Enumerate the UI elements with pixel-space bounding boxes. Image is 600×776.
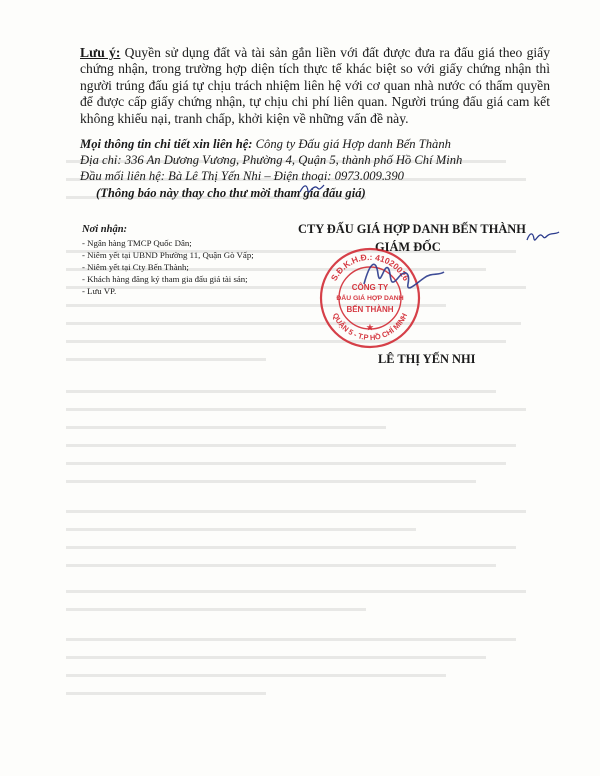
- seal-top-arc: S.Đ.K.H.Đ.: 41020026: [328, 251, 412, 283]
- recipient-item: - Lưu VP.: [82, 286, 117, 296]
- signer-name: LÊ THỊ YẾN NHI: [378, 352, 476, 366]
- notice-text: (Thông báo này thay cho thư mời tham gia đấu giá): [96, 186, 366, 200]
- handwritten-signature: [358, 254, 448, 300]
- seal-line-1: CÔNG TY: [351, 283, 389, 292]
- seal-line-2: ĐẤU GIÁ HỢP DANH: [336, 295, 404, 302]
- initial-mark: [298, 180, 326, 198]
- recipient-item: - Ngân hàng TMCP Quốc Dân;: [82, 238, 192, 248]
- contact-heading-line: [80, 137, 462, 153]
- contact-person: Đầu mối liên hệ: Bà Lê Thị Yến Nhi – Điện thoại: 0973.009.390: [80, 168, 404, 183]
- seal-line-3: BẾN THÀNH: [346, 305, 394, 314]
- svg-text:★: ★: [366, 323, 374, 332]
- signer-position: GIÁM ĐỐC: [375, 240, 441, 254]
- contact-heading: Mọi thông tin chi tiết xin liên hệ:: [80, 137, 253, 151]
- seal-bottom-arc: QUẬN 5 - T.P HỒ CHÍ MINH: [330, 311, 410, 343]
- recipient-item: - Niêm yết tại UBND Phường 11, Quận Gò Vấp;: [82, 250, 254, 260]
- contact-company: Công ty Đấu giá Hợp danh Bến Thành: [252, 137, 451, 151]
- note-text: Quyền sử dụng đất và tài sản gắn liền với đất được đưa ra đấu giá theo giấy chứng nhận, trong trường hợp diện tích thực tế khác biệt so với giấy chứng nhận thì người trúng đấu giá tự chịu trách nhiệm liên hệ với cơ quan nhà nước có thẩm quyền để được cấp giấy chứng nhận, tự chịu chi phí liên quan. Người trúng đấu giá cam kết không khiếu nại, tranh chấp, khởi kiện về những vấn đề này.: [80, 45, 550, 126]
- note-paragraph: [80, 45, 550, 127]
- contact-block: [80, 137, 462, 184]
- recipient-item: - Niêm yết tại Cty Bến Thành;: [82, 262, 189, 272]
- recipient-item: - Khách hàng đăng ký tham gia đấu giá tài sản;: [82, 274, 248, 284]
- contact-address: Địa chỉ: 336 An Dương Vương, Phường 4, Quận 5, thành phố Hồ Chí Minh: [80, 152, 463, 167]
- note-label: Lưu ý:: [80, 45, 121, 60]
- initial-mark: [525, 226, 561, 246]
- signing-company: CTY ĐẤU GIÁ HỢP DANH BẾN THÀNH: [298, 222, 526, 236]
- recipients-title: Nơi nhận:: [82, 224, 128, 235]
- recipients-list: [82, 237, 254, 297]
